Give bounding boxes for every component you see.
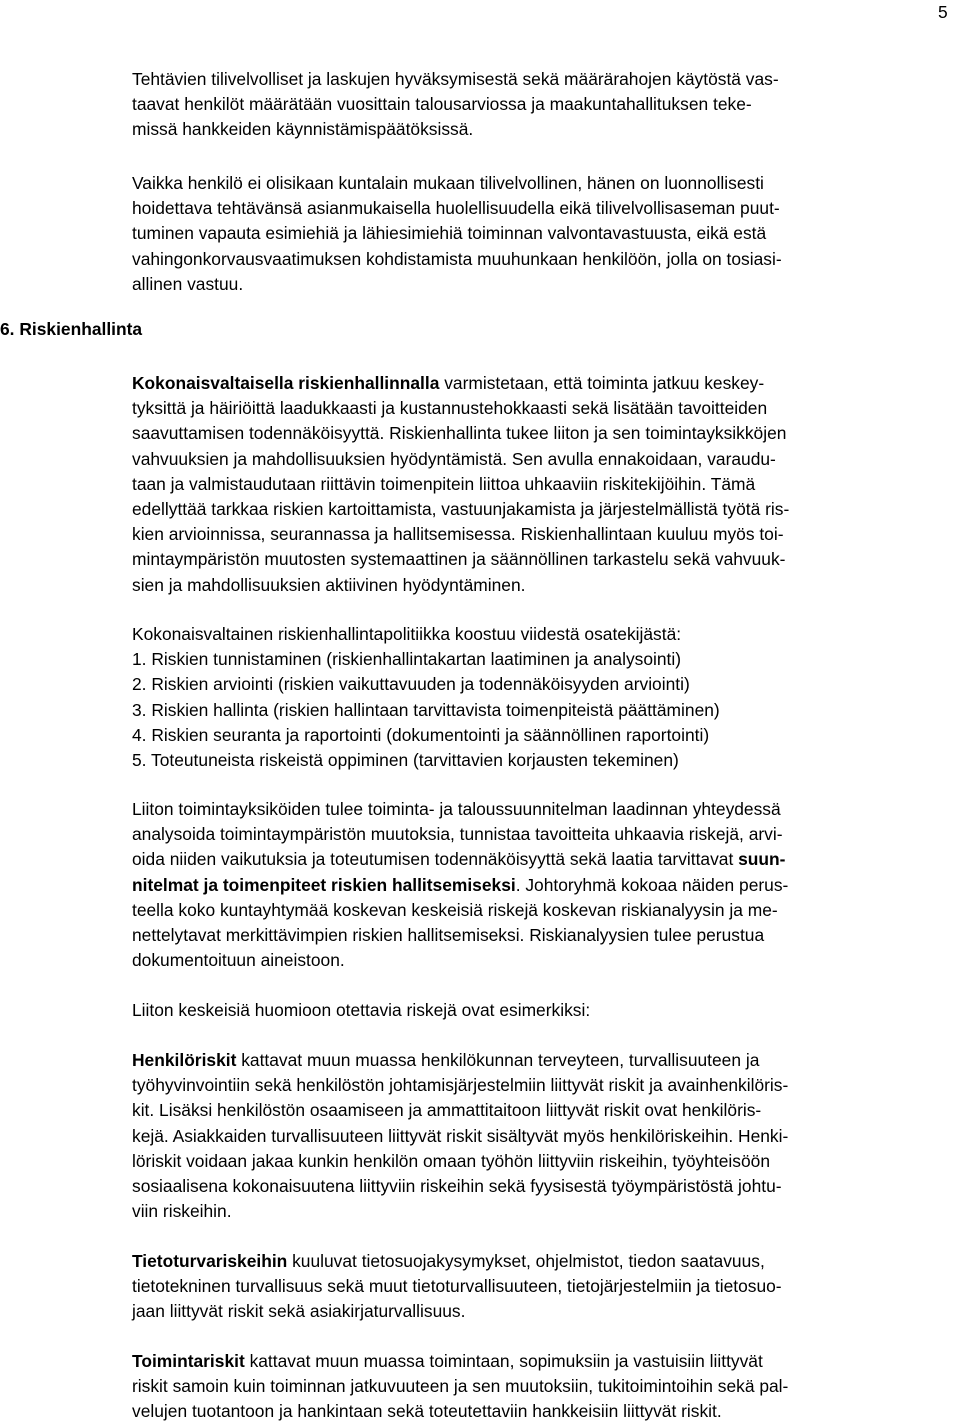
paragraph-text bbox=[132, 797, 954, 973]
paragraph-operational-risks bbox=[132, 1349, 954, 1425]
paragraph-body: kattavat muun muassa toimintaan, sopimuksiin ja vastuisiin liittyvät riskit samoin kuin toiminnan jatkuvuuteen ja sen muutoksiin, tukitoimintoihin sekä pal- velujen tuotantoon ja hankintaan sekä toteutettaviin hankkeisiin liittyvät riskit. bbox=[132, 1351, 789, 1422]
paragraph-comprehensive-risk-management bbox=[132, 371, 954, 598]
list-item: 2. Riskien arviointi (riskien vaikuttavuuden ja todennäköisyyden arviointi) bbox=[132, 674, 690, 695]
paragraph-body: kuuluvat tietosuojakysymykset, ohjelmistot, tiedon saatavuus, tietotekninen turvallisuus sekä muut tietoturvallisuuteen, tietojärjestelmiin ja tietosuo- jaan liittyvät riskit sekä asiakirjaturvallisuus. bbox=[132, 1251, 782, 1322]
list-item: 3. Riskien hallinta (riskien hallintaan tarvittavista toimenpiteistä päättäminen) bbox=[132, 699, 720, 720]
paragraph-text bbox=[132, 371, 954, 598]
paragraph-text bbox=[132, 1349, 954, 1425]
list-intro: Kokonaisvaltainen riskienhallintapolitiikka koostuu viidestä osatekijästä: bbox=[132, 624, 682, 644]
list-item: 4. Riskien seuranta ja raportointi (dokumentointi ja säännöllinen raportointi) bbox=[132, 724, 710, 745]
paragraph-accountable-persons bbox=[132, 67, 954, 143]
paragraph-text bbox=[132, 1048, 954, 1224]
list-item: 5. Toteutuneista riskeistä oppiminen (tarvittavien korjausten tekeminen) bbox=[132, 750, 679, 771]
bold-term: Tietoturvariskeihin bbox=[132, 1251, 288, 1271]
paragraph-personnel-risks bbox=[132, 1048, 954, 1224]
bold-term: suun- nitelmat ja toimenpiteet riskien hallitsemiseksi bbox=[132, 849, 786, 895]
paragraph-supervision-responsibility bbox=[132, 171, 954, 297]
paragraph-body: varmistetaan, että toiminta jatkuu keskey- tyksittä ja häiriöittä laadukkaasti ja kustannustehokkaasti sekä lisätään tavoitteiden saavuttamisen todennäköisyyttä. Riskienhallinta tukee liiton ja sen toimintayksikköjen vahvuuksien ja mahdollisuuksien hyödyntämistä. Sen avulla ennakoidaan, varaudu- taan ja valmistaudutaan riittävin toimenpitein liittoa uhkaaviin riskitekijöihin. Tämä edellyttää tarkkaa riskien kartoittamista, vastuunjakamista ja järjestelmällistä työtä ris- kien arvioinnissa, seurannassa ja hallitsemisessa. Riskienhallintaan kuuluu myös toi- mintaympäristön muutosten systemaattinen ja säännöllinen tarkastelu sekä vahvuuk- sien ja mahdollisuuksien aktiivinen hyödyntäminen. bbox=[132, 373, 790, 595]
risk-policy-list bbox=[132, 622, 954, 773]
page-number: 5 bbox=[938, 2, 948, 22]
bold-term: Henkilöriskit bbox=[132, 1050, 237, 1070]
bold-term: Toimintariskit bbox=[132, 1351, 245, 1371]
paragraph-text: Vaikka henkilö ei olisikaan kuntalain mukaan tilivelvollinen, hänen on luonnollisesti hoidettava tehtävänsä asianmukaisella huolellisuudella eikä tilivelvollisaseman puut- tuminen vapauta esimiehiä ja lähiesimiehiä toiminnan valvontavastuusta, eikä estä vahingonkorvausvaatimuksen kohdistamista muuhunkaan henkilöön, jolla on tosiasi- allinen vastuu. bbox=[132, 173, 782, 294]
paragraph-information-security-risks bbox=[132, 1249, 954, 1325]
paragraph-key-risks-intro bbox=[132, 998, 954, 1023]
list-item: 1. Riskien tunnistaminen (riskienhallintakartan laatiminen ja analysointi) bbox=[132, 649, 682, 670]
section-heading: 6. Riskienhallinta bbox=[0, 319, 143, 339]
bold-term: Kokonaisvaltaisella riskienhallinnalla bbox=[132, 373, 440, 393]
paragraph-text: Liiton keskeisiä huomioon otettavia riskejä ovat esimerkiksi: bbox=[132, 1000, 591, 1020]
paragraph-body: kattavat muun muassa henkilökunnan terveyteen, turvallisuuteen ja työhyvinvointiin sekä henkilöstön johtamisjärjestelmiin liittyvät riskit ja avainhenkilöris- kit. Lisäksi henkilöstön osaamiseen ja ammattitaitoon liittyvät riskit ovat henkilöris- kejä. Asiakkaiden turvallisuuteen liittyvät riskit sisältyvät myös henkilöriskeihin. Henki- löriskit voidaan jakaa kunkin henkilön omaan työhön liittyviin riskeihin, työyhteisöön sosiaalisena kokonaisuutena liittyviin riskeihin sekä fyysisestä työympäristöstä johtu- viin riskeihin. bbox=[132, 1050, 789, 1222]
paragraph-text bbox=[132, 1249, 954, 1325]
paragraph-body: . Johtoryhmä kokoaa näiden perus- teella koko kuntayhtymää koskevan keskeisiä riskejä koskevan riskianalyysin ja me- nettelytavat merkittävimpien riskien hallitsemiseksi. Riskianalyysien tulee perustua dokumentoituun aineistoon. bbox=[132, 874, 789, 971]
paragraph-body: Liiton toimintayksiköiden tulee toiminta- ja taloussuunnitelman laadinnan yhteydessä analysoida toimintaympäristön muutoksia, tunnistaa tavoitteita uhkaavia riskejä, arvi- oida niiden vaikutuksia ja toteutumisen todennäköisyyttä sekä laatia tarvittavat bbox=[132, 799, 783, 870]
paragraph-unit-risk-analysis bbox=[132, 797, 954, 973]
paragraph-text: Tehtävien tilivelvolliset ja laskujen hyväksymisestä sekä määrärahojen käytöstä vas- taavat henkilöt määrätään vuosittain talousarviossa ja maakuntahallituksen teke- missä hankkeiden käynnistämispäätöksissä. bbox=[132, 69, 779, 140]
